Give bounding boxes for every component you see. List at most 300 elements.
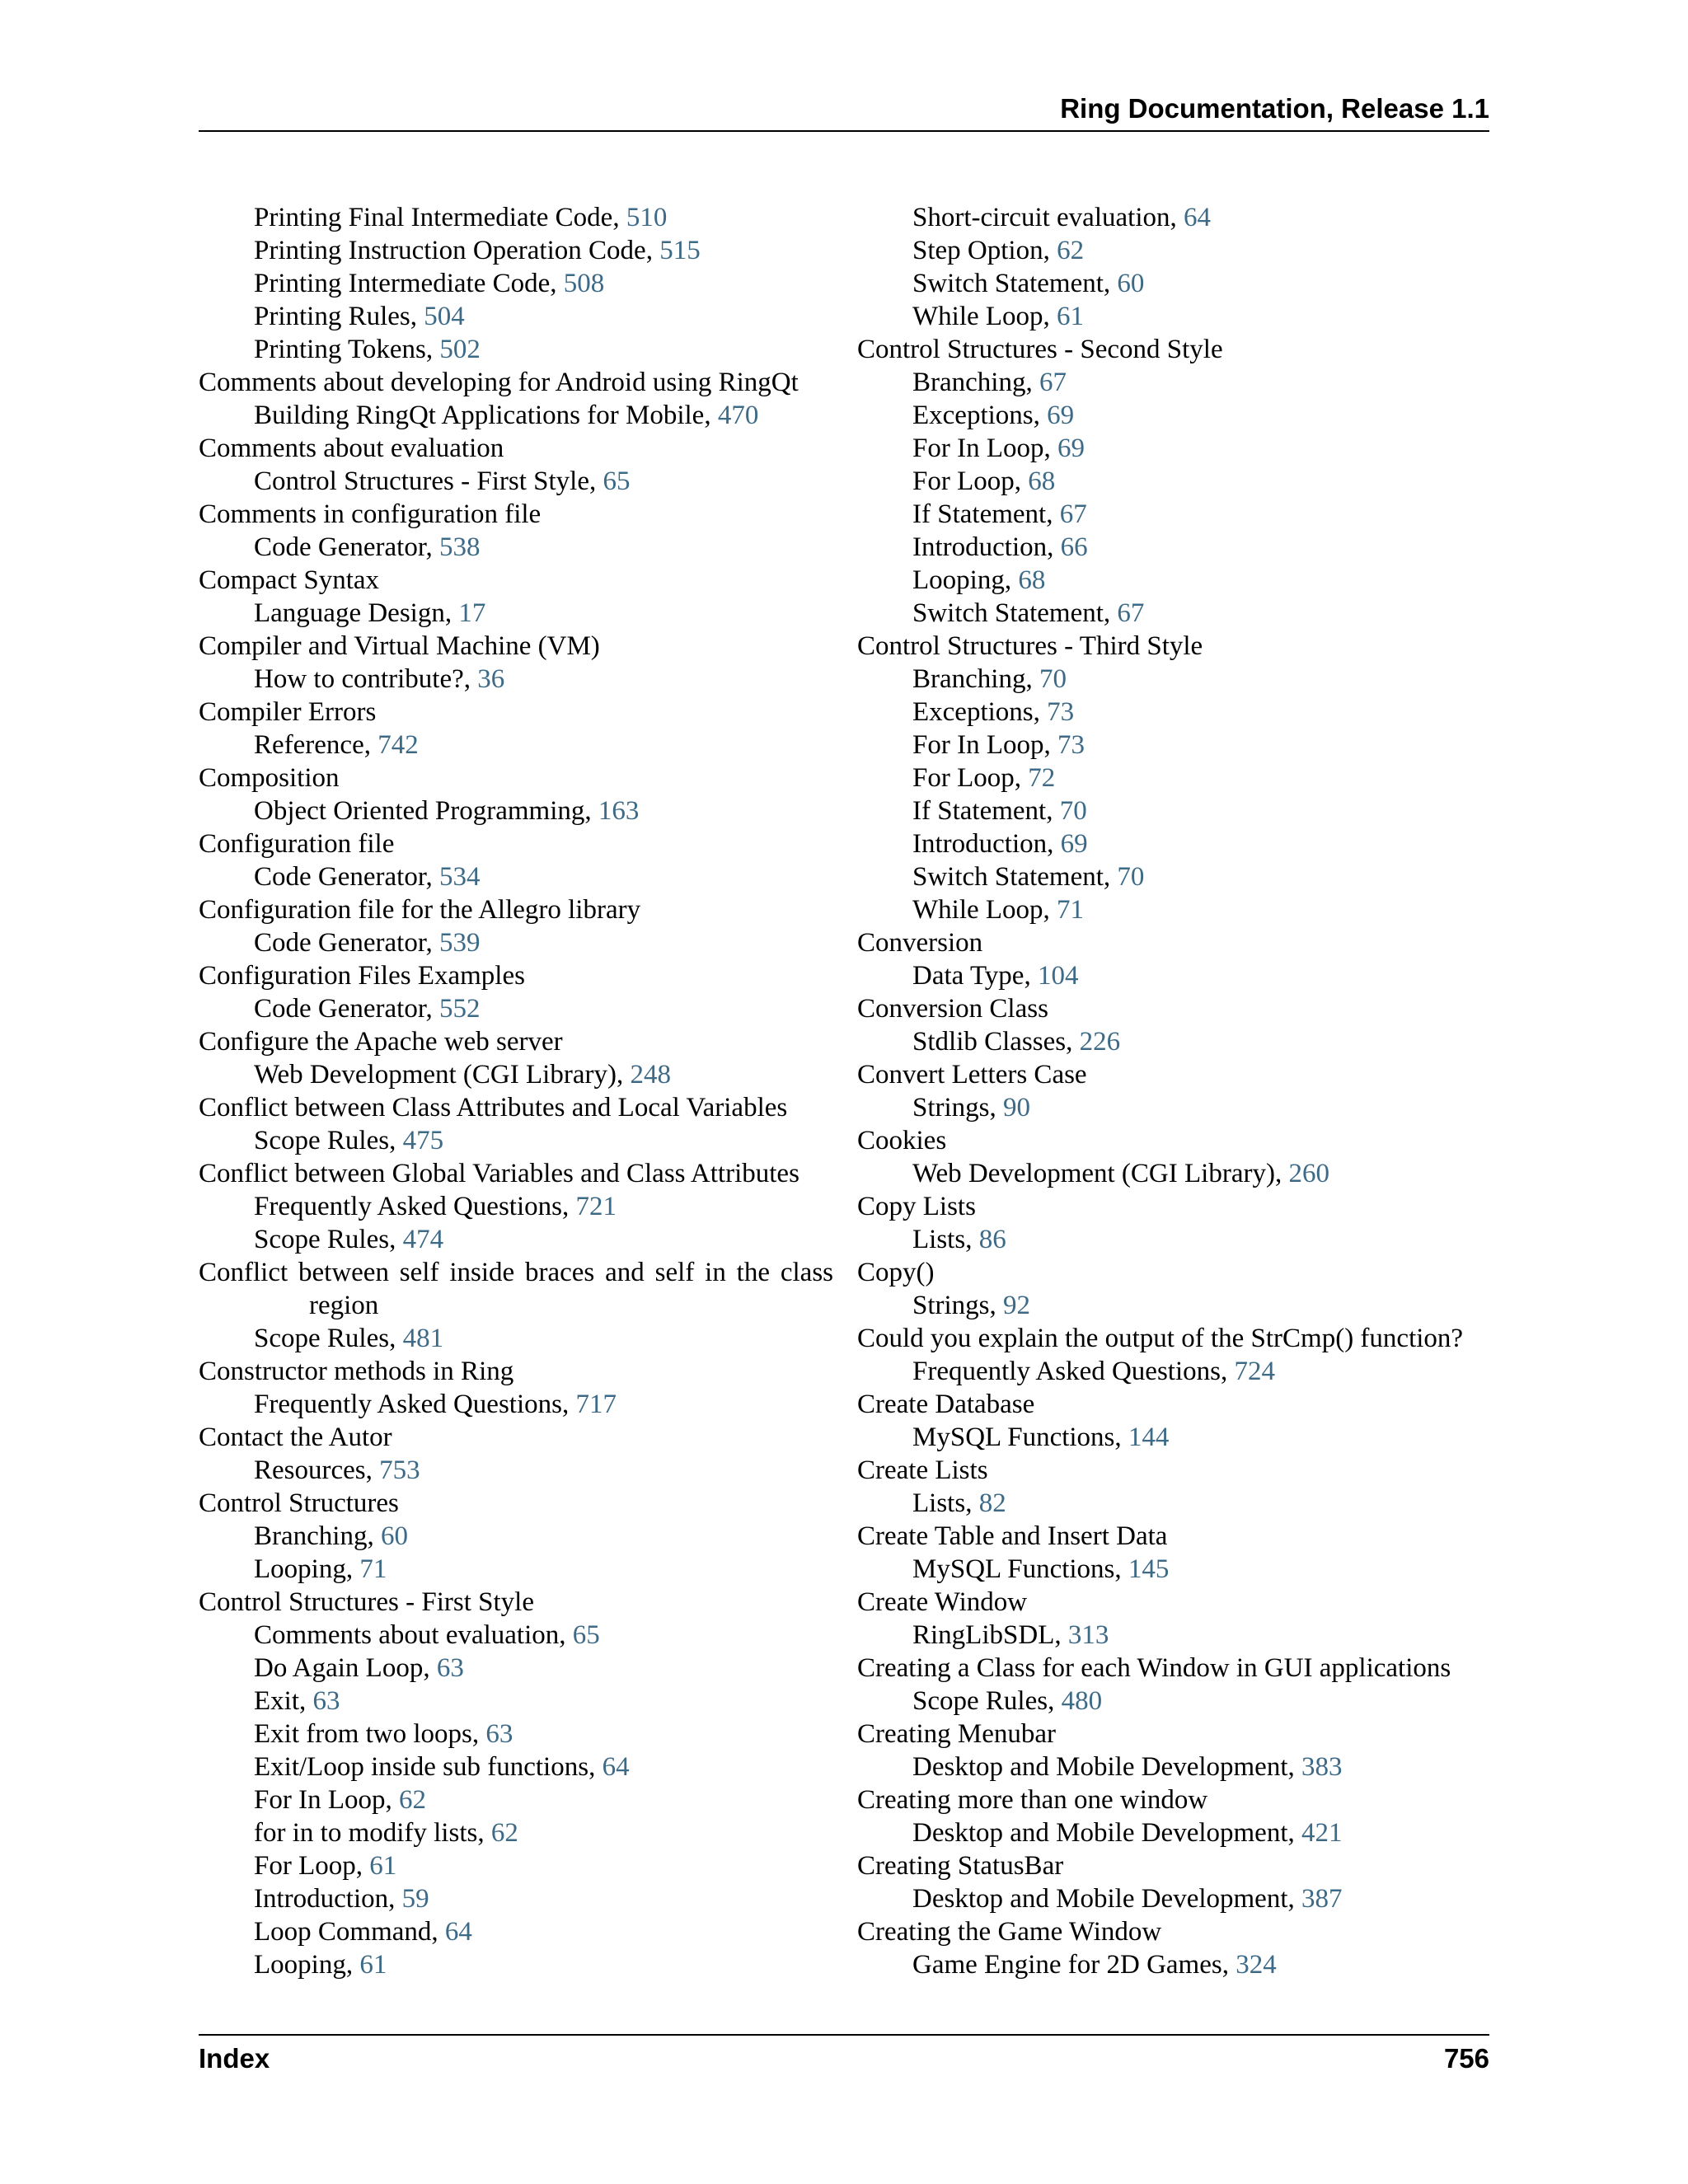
index-term — [199, 1091, 833, 1124]
index-term — [857, 1256, 1489, 1289]
page-link[interactable]: 68 — [1028, 466, 1056, 496]
page-link[interactable]: 145 — [1128, 1554, 1170, 1584]
index-term — [199, 1355, 833, 1388]
page-link[interactable]: 163 — [598, 796, 640, 826]
page-link[interactable]: 82 — [978, 1488, 1006, 1518]
page-link[interactable]: 313 — [1067, 1620, 1109, 1650]
page-separator: , — [1287, 1884, 1301, 1914]
page-separator: , — [345, 1554, 360, 1584]
page-separator: , — [1047, 829, 1061, 859]
index-entry-text: Web Development (CGI Library) — [254, 1060, 617, 1090]
index-entry-text: Control Structures - Second Style — [857, 335, 1223, 364]
index-subentry — [199, 333, 833, 366]
page-link[interactable]: 69 — [1057, 434, 1085, 463]
page-separator: , — [1114, 1554, 1128, 1584]
index-term — [199, 1025, 833, 1058]
index-entry-text: Configuration file — [199, 829, 395, 859]
index-subentry — [857, 1619, 1489, 1652]
page-link[interactable]: 90 — [1003, 1093, 1031, 1122]
index-subentry — [199, 1882, 833, 1915]
index-entry-text: Scope Rules — [254, 1126, 390, 1155]
index-term — [857, 1388, 1489, 1421]
index-term — [199, 498, 833, 531]
index-subentry — [857, 201, 1489, 234]
index-subentry — [199, 1750, 833, 1783]
index-subentry — [199, 1520, 833, 1553]
index-subentry — [857, 663, 1489, 696]
page-link[interactable]: 63 — [436, 1653, 464, 1683]
index-entry-text: Compiler Errors — [199, 697, 377, 727]
index-subentry — [199, 1124, 833, 1157]
index-entry-text: Comments about evaluation — [199, 434, 504, 463]
page-separator: , — [1043, 236, 1057, 265]
index-entry-text: Code Generator — [254, 994, 426, 1024]
page-separator: , — [345, 1950, 360, 1980]
index-entry-text: Printing Final Intermediate Code — [254, 203, 613, 232]
page-separator: , — [989, 1093, 1004, 1122]
page-link[interactable]: 86 — [978, 1225, 1006, 1254]
index-entry-text: Creating Menubar — [857, 1719, 1057, 1749]
page-separator: , — [561, 1192, 576, 1221]
page-separator: , — [1170, 203, 1184, 232]
index-subentry — [857, 1882, 1489, 1915]
page-separator: , — [645, 236, 660, 265]
index-entry-text: Strings — [912, 1093, 990, 1122]
index-entry-text: Create Lists — [857, 1455, 988, 1485]
page-separator: , — [1274, 1159, 1289, 1188]
page-link[interactable]: 67 — [1039, 368, 1067, 397]
page-link[interactable]: 64 — [602, 1752, 630, 1782]
index-subentry — [857, 1421, 1489, 1454]
index-subentry — [857, 1289, 1489, 1322]
index-subentry — [857, 1553, 1489, 1586]
index-entry-text: Object Oriented Programming — [254, 796, 585, 826]
index-term — [199, 1421, 833, 1454]
index-entry-text: For In Loop — [912, 434, 1044, 463]
index-term — [199, 630, 833, 663]
index-subentry — [199, 1685, 833, 1718]
page-link[interactable]: 481 — [402, 1324, 444, 1353]
index-entry-text: Web Development (CGI Library) — [912, 1159, 1275, 1188]
index-entry-text: Frequently Asked Questions — [254, 1192, 562, 1221]
page-separator: , — [1043, 434, 1057, 463]
index-entry-text: If Statement — [912, 499, 1047, 529]
page-separator: , — [385, 1785, 399, 1815]
index-subentry — [857, 300, 1489, 333]
page-separator: , — [1114, 1422, 1128, 1452]
index-term — [199, 893, 833, 926]
index-entry-text: Printing Intermediate Code — [254, 269, 551, 298]
index-entry-text: for in to modify lists — [254, 1818, 478, 1848]
page-separator: , — [589, 466, 603, 496]
index-subentry — [857, 696, 1489, 729]
index-entry-text: While Loop — [912, 895, 1043, 925]
index-subentry — [857, 597, 1489, 630]
page-link[interactable]: 474 — [402, 1225, 444, 1254]
page-separator: , — [1046, 499, 1060, 529]
page-link[interactable]: 61 — [1057, 302, 1085, 331]
document-title: Ring Documentation, Release 1.1 — [1060, 93, 1489, 124]
index-term-continuation — [199, 1289, 833, 1322]
index-entry-text: Desktop and Mobile Development — [912, 1884, 1288, 1914]
page-separator: , — [365, 1455, 380, 1485]
page-link[interactable]: 502 — [439, 335, 481, 364]
page-link[interactable]: 70 — [1039, 664, 1067, 694]
page-separator: , — [388, 1884, 402, 1914]
page-link[interactable]: 470 — [717, 401, 759, 430]
index-term — [199, 1487, 833, 1520]
page-link[interactable]: 92 — [1003, 1291, 1031, 1320]
index-subentry — [857, 1025, 1489, 1058]
index-subentry — [857, 1355, 1489, 1388]
index-term — [199, 827, 833, 860]
page-separator: , — [367, 1521, 381, 1551]
index-subentry — [857, 1948, 1489, 1981]
index-entry-text: Code Generator — [254, 928, 426, 958]
index-subentry — [857, 959, 1489, 992]
index-entry-text: Looping — [254, 1554, 346, 1584]
index-subentry — [199, 399, 833, 432]
page-link[interactable]: 260 — [1288, 1159, 1329, 1188]
page-link[interactable]: 721 — [575, 1192, 617, 1221]
page-separator: , — [425, 928, 440, 958]
page-separator: , — [1033, 697, 1048, 727]
index-subentry — [199, 1816, 833, 1849]
index-entry-text: Branching — [912, 368, 1026, 397]
index-subentry — [857, 1157, 1489, 1190]
page-link[interactable]: 68 — [1018, 565, 1046, 595]
index-entry-text: Configuration file for the Allegro library — [199, 895, 641, 925]
index-term — [857, 1915, 1489, 1948]
index-subentry — [199, 1190, 833, 1223]
page-link[interactable]: 70 — [1117, 862, 1145, 892]
index-subentry — [857, 234, 1489, 267]
page-separator: , — [1103, 862, 1118, 892]
index-entry-text: Configuration Files Examples — [199, 961, 525, 991]
index-term — [199, 696, 833, 729]
index-entry-text: While Loop — [912, 302, 1043, 331]
index-entry-text: Exit — [254, 1686, 299, 1716]
index-entry-text: Reference — [254, 730, 364, 760]
index-subentry — [199, 1652, 833, 1685]
index-entry-text: Strings — [912, 1291, 990, 1320]
index-entry-text: Constructor methods in Ring — [199, 1357, 514, 1386]
page-link[interactable]: 475 — [402, 1126, 444, 1155]
index-subentry — [199, 1619, 833, 1652]
page-link[interactable]: 71 — [359, 1554, 387, 1584]
page-link[interactable]: 226 — [1079, 1027, 1121, 1057]
page-link[interactable]: 62 — [490, 1818, 518, 1848]
page-separator: , — [471, 1719, 486, 1749]
index-column-left — [199, 201, 833, 1981]
page-separator: , — [1024, 961, 1038, 991]
index-subentry — [199, 1454, 833, 1487]
index-entry-text: Data Type — [912, 961, 1025, 991]
index-entry-text: Compact Syntax — [199, 565, 380, 595]
index-entry-text: For In Loop — [254, 1785, 386, 1815]
index-subentry — [857, 729, 1489, 762]
page-separator: , — [1066, 1027, 1080, 1057]
page-separator: , — [550, 269, 564, 298]
page-link[interactable]: 508 — [563, 269, 605, 298]
index-entry-text: Conversion — [857, 928, 983, 958]
page-link[interactable]: 63 — [312, 1686, 340, 1716]
page-link[interactable]: 387 — [1301, 1884, 1343, 1914]
index-entry-text: Do Again Loop — [254, 1653, 424, 1683]
page-separator: , — [1043, 895, 1057, 925]
page-separator: , — [965, 1225, 979, 1254]
index-term — [857, 926, 1489, 959]
page-separator: , — [431, 1917, 445, 1947]
index-entry-text: Printing Rules — [254, 302, 410, 331]
page-separator: , — [1221, 1950, 1236, 1980]
index-entry-text: Control Structures - First Style — [254, 466, 589, 496]
index-subentry — [857, 1750, 1489, 1783]
page-separator: , — [410, 302, 424, 331]
page-separator: , — [1046, 796, 1060, 826]
page-separator: , — [425, 532, 440, 562]
index-term — [199, 366, 833, 399]
page-separator: , — [355, 1851, 370, 1881]
index-entry-text: Configure the Apache web server — [199, 1027, 563, 1057]
index-subentry — [199, 992, 833, 1025]
index-subentry — [199, 300, 833, 333]
index-entry-text: Creating StatusBar — [857, 1851, 1064, 1881]
index-subentry — [199, 1223, 833, 1256]
index-entry-text: Convert Letters Case — [857, 1060, 1087, 1090]
page-separator: , — [1103, 598, 1118, 628]
page-link[interactable]: 36 — [477, 664, 505, 694]
index-term — [857, 1586, 1489, 1619]
index-entry-text: Conflict between self inside braces and self in the class — [199, 1258, 833, 1287]
index-entry-text: Resources — [254, 1455, 366, 1485]
index-subentry — [857, 1816, 1489, 1849]
page-link[interactable]: 742 — [377, 730, 419, 760]
index-entry-text: For Loop — [912, 466, 1015, 496]
page-link[interactable]: 515 — [659, 236, 701, 265]
index-entry-text: Control Structures - Third Style — [857, 631, 1203, 661]
page-link[interactable]: 73 — [1047, 697, 1075, 727]
page-separator: , — [1287, 1752, 1301, 1782]
index-term — [199, 432, 833, 465]
index-subentry — [199, 1058, 833, 1091]
index-subentry — [199, 926, 833, 959]
index-subentry — [857, 1091, 1489, 1124]
page-link[interactable]: 61 — [369, 1851, 397, 1881]
index-entry-text: RingLibSDL — [912, 1620, 1055, 1650]
index-entry-text: Compiler and Virtual Machine (VM) — [199, 631, 600, 661]
index-column-right — [857, 201, 1489, 1981]
page-separator: , — [425, 994, 440, 1024]
index-term — [199, 959, 833, 992]
page-link[interactable]: 538 — [439, 532, 481, 562]
page-link[interactable]: 71 — [1057, 895, 1085, 925]
page-separator: , — [463, 664, 478, 694]
page-separator: , — [1287, 1818, 1301, 1848]
page-separator: , — [1033, 401, 1048, 430]
index-entry-text: Could you explain the output of the StrCmp() function? — [857, 1324, 1464, 1353]
page-separator: , — [612, 203, 626, 232]
index-entry-text: Branching — [254, 1521, 368, 1551]
footer-page-number: 756 — [1443, 2043, 1489, 2074]
page-link[interactable]: 62 — [1057, 236, 1085, 265]
index-subentry — [857, 432, 1489, 465]
page-separator: , — [989, 1291, 1004, 1320]
page-separator: , — [389, 1225, 403, 1254]
page-link[interactable]: 504 — [424, 302, 465, 331]
index-entry-text: Creating the Game Window — [857, 1917, 1162, 1947]
index-term — [199, 564, 833, 597]
index-term — [857, 1783, 1489, 1816]
footer-section-label: Index — [199, 2043, 270, 2074]
index-entry-text: For Loop — [912, 763, 1015, 793]
index-term — [857, 1652, 1489, 1685]
index-entry-text: Contact the Autor — [199, 1422, 392, 1452]
footer-rule — [199, 2034, 1489, 2036]
index-term — [199, 1586, 833, 1619]
page-link[interactable]: 753 — [379, 1455, 420, 1485]
page-link[interactable]: 248 — [630, 1060, 671, 1090]
index-term — [857, 1718, 1489, 1750]
page-separator: , — [584, 796, 598, 826]
page-link[interactable]: 717 — [575, 1390, 617, 1419]
page-link[interactable]: 59 — [401, 1884, 429, 1914]
page-link[interactable]: 552 — [439, 994, 481, 1024]
page-link[interactable]: 62 — [399, 1785, 426, 1815]
index-entry-text: Exit from two loops — [254, 1719, 472, 1749]
index-entry-text: Switch Statement — [912, 269, 1104, 298]
index-entry-text: Scope Rules — [254, 1324, 390, 1353]
index-subentry — [199, 1783, 833, 1816]
index-entry-text: Introduction — [912, 532, 1048, 562]
page-link[interactable]: 534 — [439, 862, 481, 892]
page-separator: , — [1054, 1620, 1068, 1650]
page-separator: , — [299, 1686, 313, 1716]
index-entry-text: Code Generator — [254, 862, 426, 892]
page-separator: , — [423, 1653, 437, 1683]
page-link[interactable]: 60 — [380, 1521, 408, 1551]
index-entry-text: Conflict between Global Variables and Class Attributes — [199, 1159, 799, 1188]
index-subentry — [857, 827, 1489, 860]
index-entry-text: Conversion Class — [857, 994, 1048, 1024]
page-link[interactable]: 63 — [485, 1719, 513, 1749]
index-subentry — [199, 267, 833, 300]
index-subentry — [857, 498, 1489, 531]
index-entry-text: Desktop and Mobile Development — [912, 1752, 1288, 1782]
index-subentry — [199, 1388, 833, 1421]
index-entry-text: Exceptions — [912, 697, 1034, 727]
index-entry-text: Lists — [912, 1488, 966, 1518]
page-link[interactable]: 64 — [444, 1917, 472, 1947]
index-entry-text: Looping — [912, 565, 1005, 595]
page-link[interactable]: 69 — [1047, 401, 1075, 430]
index-subentry — [199, 794, 833, 827]
index-subentry — [199, 1718, 833, 1750]
index-subentry — [199, 597, 833, 630]
index-entry-text: Exceptions — [912, 401, 1034, 430]
index-entry-text: Creating a Class for each Window in GUI applications — [857, 1653, 1451, 1683]
index-entry-text: Switch Statement — [912, 862, 1104, 892]
page-link[interactable]: 510 — [626, 203, 668, 232]
index-entry-text: Scope Rules — [254, 1225, 390, 1254]
page-link[interactable]: 67 — [1059, 499, 1087, 529]
index-entry-text: Copy() — [857, 1258, 935, 1287]
page-link[interactable]: 70 — [1059, 796, 1087, 826]
index-term — [199, 762, 833, 794]
page-link[interactable]: 60 — [1117, 269, 1145, 298]
page-link[interactable]: 72 — [1028, 763, 1056, 793]
index-subentry — [199, 729, 833, 762]
page-separator: , — [425, 862, 440, 892]
index-entry-text: Game Engine for 2D Games — [912, 1950, 1222, 1980]
index-entry-text: MySQL Functions — [912, 1422, 1115, 1452]
index-entry-text: Exit/Loop inside sub functions — [254, 1752, 589, 1782]
index-entry-text: If Statement — [912, 796, 1047, 826]
page-link[interactable]: 65 — [572, 1620, 600, 1650]
page-link[interactable]: 65 — [603, 466, 631, 496]
index-term — [857, 992, 1489, 1025]
page-link[interactable]: 480 — [1061, 1686, 1103, 1716]
index-entry-text: Step Option — [912, 236, 1043, 265]
index-subentry — [857, 399, 1489, 432]
index-subentry — [857, 1487, 1489, 1520]
index-subentry — [199, 1948, 833, 1981]
page-link[interactable]: 144 — [1128, 1422, 1170, 1452]
index-entry-text: Looping — [254, 1950, 346, 1980]
page-link[interactable]: 324 — [1236, 1950, 1277, 1980]
page-link[interactable]: 421 — [1301, 1818, 1343, 1848]
index-entry-text: Stdlib Classes — [912, 1027, 1067, 1057]
page-link[interactable]: 69 — [1060, 829, 1088, 859]
page-link[interactable]: 104 — [1037, 961, 1079, 991]
page-link[interactable]: 17 — [458, 598, 486, 628]
index-entry-text: For Loop — [254, 1851, 356, 1881]
page-separator: , — [1220, 1357, 1235, 1386]
page-separator: , — [965, 1488, 979, 1518]
index-entry-text: Create Window — [857, 1587, 1028, 1617]
index-entry-text: Control Structures - First Style — [199, 1587, 534, 1617]
page-separator: , — [1103, 269, 1118, 298]
page-link[interactable]: 66 — [1060, 532, 1088, 562]
index-subentry — [857, 1223, 1489, 1256]
index-term — [199, 1256, 833, 1289]
index-subentry — [857, 531, 1489, 564]
page-separator: , — [425, 335, 440, 364]
page-link[interactable]: 67 — [1117, 598, 1145, 628]
index-subentry — [199, 663, 833, 696]
page-link[interactable]: 383 — [1301, 1752, 1343, 1782]
index-entry-text: Branching — [912, 664, 1026, 694]
index-entry-text: How to contribute? — [254, 664, 464, 694]
page-link[interactable]: 539 — [439, 928, 481, 958]
index-entry-text: Printing Instruction Operation Code — [254, 236, 646, 265]
index-subentry — [199, 1915, 833, 1948]
index-entry-text: Frequently Asked Questions — [254, 1390, 562, 1419]
index-entry-text: For In Loop — [912, 730, 1044, 760]
page-link[interactable]: 61 — [359, 1950, 387, 1980]
index-term — [857, 1454, 1489, 1487]
index-entry-text: Code Generator — [254, 532, 426, 562]
page-link[interactable]: 73 — [1057, 730, 1085, 760]
index-entry-text: Lists — [912, 1225, 966, 1254]
index-subentry — [857, 267, 1489, 300]
index-entry-text: Conflict between Class Attributes and Local Variables — [199, 1093, 788, 1122]
index-subentry — [857, 1685, 1489, 1718]
page-separator: , — [1025, 664, 1039, 694]
page-link[interactable]: 724 — [1234, 1357, 1275, 1386]
page-link[interactable]: 64 — [1184, 203, 1211, 232]
index-term — [857, 630, 1489, 663]
